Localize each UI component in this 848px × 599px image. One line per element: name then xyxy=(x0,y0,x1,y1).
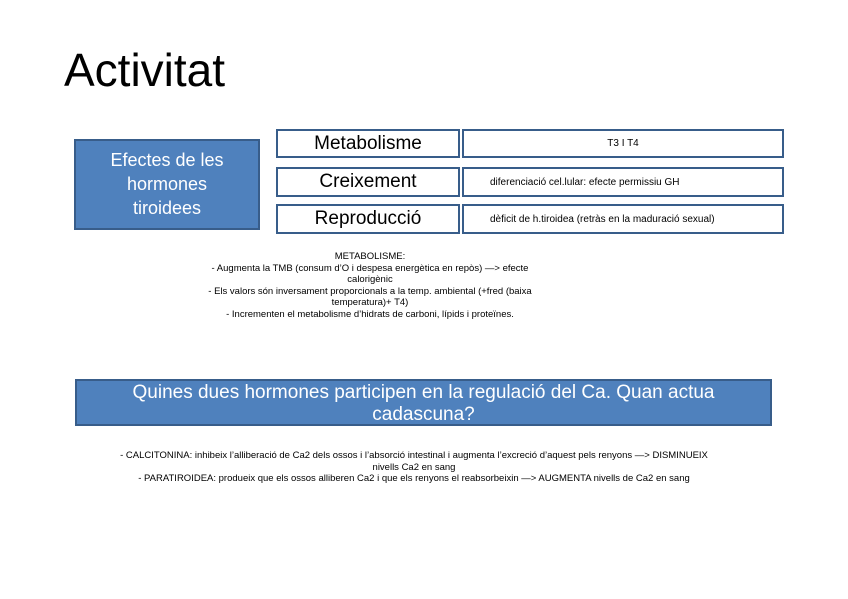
metabolism-notes-line: - Incrementen el metabolisme d’hidrats de carboni, lípids i proteïnes. xyxy=(226,308,514,320)
effects-box-line: Efectes de les xyxy=(110,150,224,170)
table-label-reproduction: Reproducció xyxy=(276,204,460,234)
metabolism-notes xyxy=(172,251,568,320)
metabolism-notes-line: calorigènic xyxy=(347,274,393,285)
question-box xyxy=(75,379,772,426)
answer-line: - PARATIROIDEA: produeix que els ossos alliberen Ca2 i que els renyons el reabsorbeixin —> AUGMENTA nivells de Ca2 en sang xyxy=(138,473,690,484)
effects-box-line: hormones xyxy=(126,174,208,194)
question-line: cadascuna? xyxy=(372,404,475,425)
metabolism-notes-line: METABOLISME: xyxy=(334,251,406,262)
metabolism-notes-line: - Augmenta la TMB (consum d’O i despesa energètica en repòs) —> efecte xyxy=(211,262,529,274)
answer-line: - CALCITONINA: inhibeix l’alliberació de Ca2 dels ossos i l’absorció intestinal i augmenta l’excreció d’aquest pels renyons —> DISMINUEIX xyxy=(120,450,708,461)
effects-box-line: tiroidees xyxy=(132,198,202,218)
table-desc-reproduction: dèficit de h.tiroidea (retràs en la maduració sexual) xyxy=(462,204,784,234)
question-line: Quines dues hormones participen en la regulació del Ca. Quan actua xyxy=(132,382,715,403)
table-desc-growth: diferenciació cel.lular: efecte permissiu GH xyxy=(462,167,784,197)
effects-box xyxy=(74,139,260,230)
table-label-growth: Creixement xyxy=(276,167,460,197)
metabolism-notes-line: temperatura)+ T4) xyxy=(331,297,409,308)
table-label-metabolism: Metabolisme xyxy=(276,129,460,158)
answer-text xyxy=(70,450,758,485)
metabolism-notes-line: - Els valors són inversament proporcionals a la temp. ambiental (+fred (baixa xyxy=(208,285,532,297)
table-desc-metabolism: T3 I T4 xyxy=(462,129,784,158)
answer-line: nivells Ca2 en sang xyxy=(372,461,456,473)
slide-title: Activitat xyxy=(64,44,226,96)
